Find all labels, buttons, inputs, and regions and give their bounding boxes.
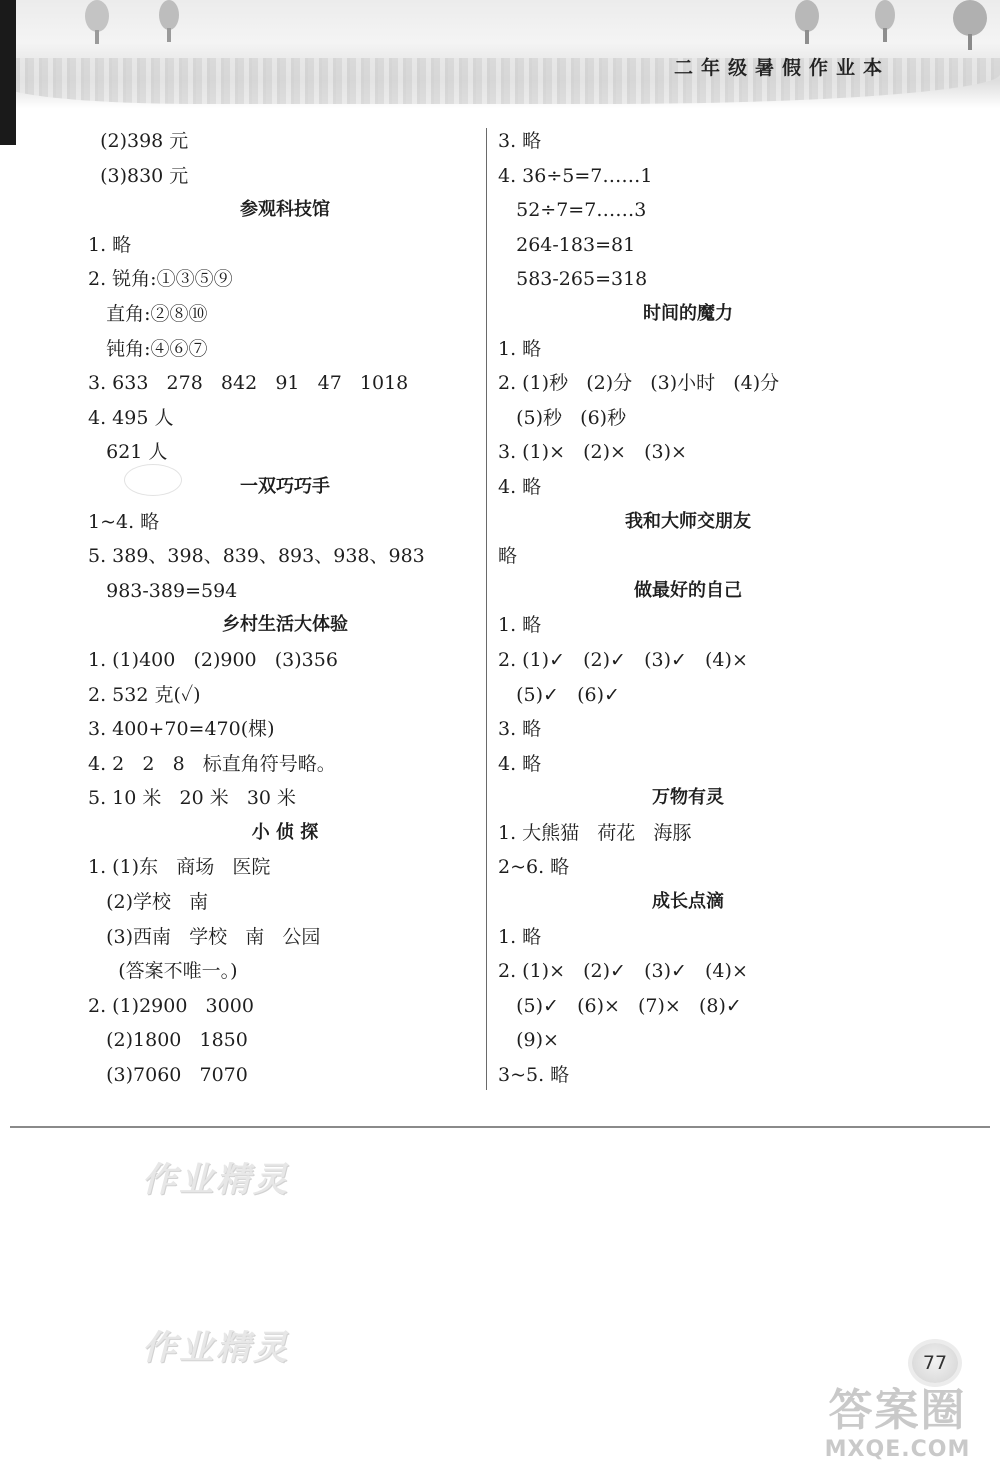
site-logo-name: 答案圈 — [828, 1385, 967, 1436]
answer-line: (5)秒 (6)秒 — [498, 406, 627, 429]
answer-line: 3. (1)× (2)× (3)× — [498, 441, 687, 464]
answers-left-column — [88, 124, 482, 1093]
bottom-rule — [10, 1126, 990, 1128]
answer-line: 5. 389、398、839、893、938、983 — [88, 545, 425, 568]
watermark: 作业精灵 — [142, 1160, 290, 1200]
answer-line: 264-183=81 — [498, 233, 636, 256]
answer-line: 3. 400+70=470(棵) — [88, 718, 275, 741]
section-heading: 我和大师交朋友 — [625, 510, 751, 532]
section-heading: 一双巧巧手 — [240, 475, 330, 497]
tree-icon — [156, 0, 182, 42]
answer-line: 1. (1)400 (2)900 (3)356 — [88, 648, 338, 671]
answer-line: 4. 2 2 8 标直角符号略。 — [88, 752, 336, 775]
answer-line: 4. 495 人 — [88, 406, 174, 429]
binding-spine — [0, 0, 16, 145]
section-heading: 做最好的自己 — [634, 579, 742, 601]
column-divider — [486, 128, 487, 1090]
site-logo-domain: MXQE.COM — [824, 1437, 971, 1462]
answer-line: (2)1800 1850 — [88, 1029, 248, 1052]
answer-line: 4. 略 — [498, 475, 542, 498]
page-number: 77 — [912, 1343, 958, 1383]
answer-line: 2. (1)秒 (2)分 (3)小时 (4)分 — [498, 372, 780, 395]
answer-line: 2. 锐角:①③⑤⑨ — [88, 268, 233, 291]
answer-line: 3. 633 278 842 91 47 1018 — [88, 372, 409, 395]
answer-line: 1. 略 — [498, 925, 542, 948]
answer-line: (5)✓ (6)✓ — [498, 683, 620, 706]
answer-line: 1~4. 略 — [88, 510, 160, 533]
site-logo — [800, 1385, 995, 1465]
answer-line: (3)7060 7070 — [88, 1064, 248, 1087]
answer-line: 583-265=318 — [498, 268, 648, 291]
section-heading: 万物有灵 — [652, 787, 724, 809]
answer-line: (9)× — [498, 1029, 559, 1052]
book-title: 二年级暑假作业本 — [673, 57, 890, 79]
faint-stamp-mark — [124, 464, 182, 496]
answer-line: 1. 略 — [88, 233, 132, 256]
watermark: 作业精灵 — [142, 1328, 290, 1368]
answer-line: 钝角:④⑥⑦ — [88, 337, 208, 360]
tree-icon — [872, 0, 898, 42]
answer-line: 1. (1)东 商场 医院 — [88, 856, 271, 879]
answer-line: 直角:②⑧⑩ — [88, 302, 208, 325]
section-heading: 成长点滴 — [652, 891, 724, 913]
section-heading: 乡村生活大体验 — [222, 614, 348, 636]
answer-line: 5. 10 米 20 米 30 米 — [88, 787, 297, 810]
tree-icon — [792, 0, 822, 44]
answer-line: 4. 36÷5=7……1 — [498, 164, 653, 187]
answer-line: 52÷7=7……3 — [498, 199, 647, 222]
answer-line: (2)398 元 — [88, 130, 189, 152]
answer-line: 3~5. 略 — [498, 1064, 570, 1087]
answer-line: 4. 略 — [498, 752, 542, 775]
answer-line: 2. (1)2900 3000 — [88, 994, 254, 1017]
answer-line: (3)830 元 — [88, 164, 189, 187]
answer-line: 621 人 — [88, 441, 168, 464]
answer-line: (3)西南 学校 南 公园 — [88, 925, 321, 948]
answer-line: 1. 大熊猫 荷花 海豚 — [498, 821, 692, 844]
answer-line: (答案不唯一。) — [88, 960, 238, 983]
answer-line: 3. 略 — [498, 130, 542, 152]
answer-line: 1. 略 — [498, 337, 542, 360]
tree-icon — [82, 0, 112, 44]
answer-line: (2)学校 南 — [88, 891, 209, 914]
answer-line: 略 — [498, 545, 518, 568]
answer-line: (5)✓ (6)× (7)× (8)✓ — [498, 994, 742, 1017]
section-heading: 参观科技馆 — [240, 199, 330, 221]
tree-icon — [950, 0, 990, 50]
section-heading: 小 侦 探 — [251, 821, 319, 843]
answers-right-column — [498, 124, 878, 1093]
header-banner — [0, 0, 1000, 108]
answer-line: 2~6. 略 — [498, 856, 570, 879]
answer-line: 2. (1)× (2)✓ (3)✓ (4)× — [498, 960, 748, 983]
answer-line: 983-389=594 — [88, 579, 238, 602]
answer-line: 3. 略 — [498, 718, 542, 741]
answer-line: 1. 略 — [498, 614, 542, 637]
answer-line: 2. (1)✓ (2)✓ (3)✓ (4)× — [498, 648, 748, 671]
section-heading: 时间的魔力 — [643, 302, 733, 324]
answer-line: 2. 532 克(✓) — [88, 683, 201, 706]
